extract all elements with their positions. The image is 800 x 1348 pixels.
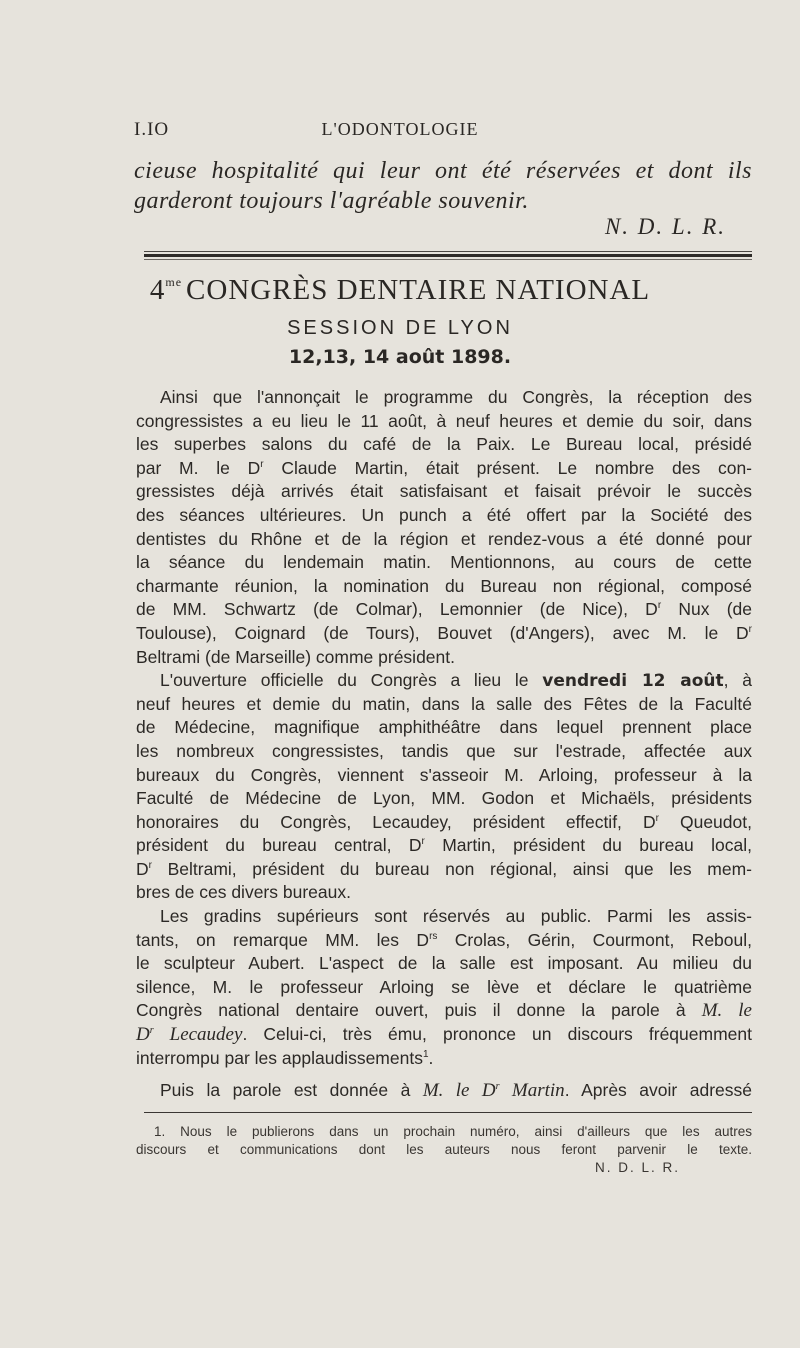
- body-line: le sculpteur Aubert. L'aspect de la salle est imposant. Au milieu du: [136, 953, 752, 974]
- body-line: Congrès national dentaire ouvert, puis il donne la parole à M. le: [136, 1000, 752, 1022]
- body-line: Beltrami (de Marseille) comme président.: [136, 646, 455, 667]
- body-line: Les gradins supérieurs sont réservés au public. Parmi les assis-: [160, 906, 752, 927]
- body-line: dentistes du Rhône et de la région et rendez-vous a été donné pour: [136, 528, 752, 549]
- body-line: gressistes déjà arrivés était satisfaisant et faisait prévoir le succès: [136, 481, 752, 502]
- body-line: bres de ces divers bureaux.: [136, 882, 351, 903]
- body-line: $D^r$ Lecaudey. Celui-ci, très ému, prononce un discours fréquemment: [136, 1024, 752, 1046]
- body-line: L'ouverture officielle du Congrès a lieu le vendredi 12 août, à: [160, 670, 752, 692]
- body-line: silence, M. le professeur Arloing se lève et déclare le quatrième: [136, 976, 752, 997]
- section-divider: [144, 259, 752, 260]
- running-header: [0, 119, 800, 143]
- body-line: honoraires du Congrès, Lecaudey, président effectif, $D^r$ Queudot,: [136, 811, 752, 832]
- body-line: les superbes salons du café de la Paix. Le Bureau local, présidé: [136, 434, 752, 455]
- body-line: de Médecine, magnifique amphithéâtre dans lequel prennent place: [136, 717, 752, 738]
- journal-title: L'ODONTOLOGIE: [321, 119, 479, 139]
- body-line: les nombreux congressistes, tandis que sur l'estrade, affectée aux: [136, 740, 752, 761]
- editor-signature: N. D. L. R.: [604, 214, 726, 239]
- page-number: I.IO: [134, 119, 170, 140]
- body-line: neuf heures et demie du matin, dans la salle des Fêtes de la Faculté: [136, 693, 752, 714]
- article-subtitle: SESSION DE LYON: [287, 317, 513, 339]
- article-title: [0, 274, 800, 307]
- section-divider: [144, 251, 752, 252]
- body-line: interrompu par les applaudissements$^1$.: [136, 1047, 434, 1068]
- body-line: président du bureau central, $D^r$ Martin, président du bureau local,: [136, 835, 752, 856]
- italic-line: garderont toujours l'agréable souvenir.: [134, 188, 529, 214]
- title-ordinal-suffix: me: [165, 275, 183, 289]
- body-line: des séances ultérieures. Un punch a été offert par la Société des: [136, 504, 752, 525]
- footnote: [136, 1123, 752, 1177]
- article-dates: 12,13, 14 août 1898.: [288, 346, 512, 368]
- footnote-signature: N. D. L. R.: [594, 1160, 680, 1175]
- section-divider: [144, 254, 752, 257]
- footnote-divider: [144, 1112, 752, 1113]
- italic-line: cieuse hospitalité qui leur ont été réservées et dont ils: [134, 158, 752, 184]
- body-line: de MM. Schwartz (de Colmar), Lemonnier (de Nice), $D^r$ Nux (de: [136, 599, 753, 620]
- footnote-line: discours et communications dont les auteurs nous feront parvenir le texte.: [136, 1142, 752, 1157]
- footnote-line: 1. Nous le publierons dans un prochain numéro, ainsi d'ailleurs que les autres: [154, 1124, 752, 1139]
- article-body: [136, 386, 752, 1103]
- body-line: bureaux du Congrès, viennent s'asseoir M. Arloing, professeur à la: [136, 764, 752, 785]
- body-line: charmante réunion, la nomination du Bureau non régional, composé: [136, 575, 752, 596]
- body-line: la séance du lendemain matin. Mentionnons, au cours de cette: [136, 552, 752, 573]
- body-line: par M. le $D^r$ Claude Martin, était présent. Le nombre des con-: [136, 457, 753, 478]
- body-line: Faculté de Médecine de Lyon, MM. Godon et Michaëls, présidents: [136, 788, 752, 809]
- body-line: congressistes a eu lieu le 11 août, à neuf heures et demie du soir, dans: [136, 410, 752, 431]
- title-text: CONGRÈS DENTAIRE NATIONAL: [186, 274, 651, 306]
- previous-article-ending: [134, 156, 752, 216]
- body-line: $D^r$ Beltrami, président du bureau non régional, ainsi que les mem-: [136, 858, 752, 879]
- body-line: Puis la parole est donnée à M. le $D^r$ Martin. Après avoir adressé: [160, 1080, 752, 1102]
- body-line: Toulouse), Coignard (de Tours), Bouvet (d'Angers), avec M. le $D^r$: [136, 622, 752, 643]
- body-line: Ainsi que l'annonçait le programme du Congrès, la réception des: [160, 387, 752, 407]
- body-line: tants, on remarque MM. les $D^{rs}$ Crolas, Gérin, Courmont, Reboul,: [136, 929, 752, 950]
- title-ordinal: 4: [149, 274, 166, 306]
